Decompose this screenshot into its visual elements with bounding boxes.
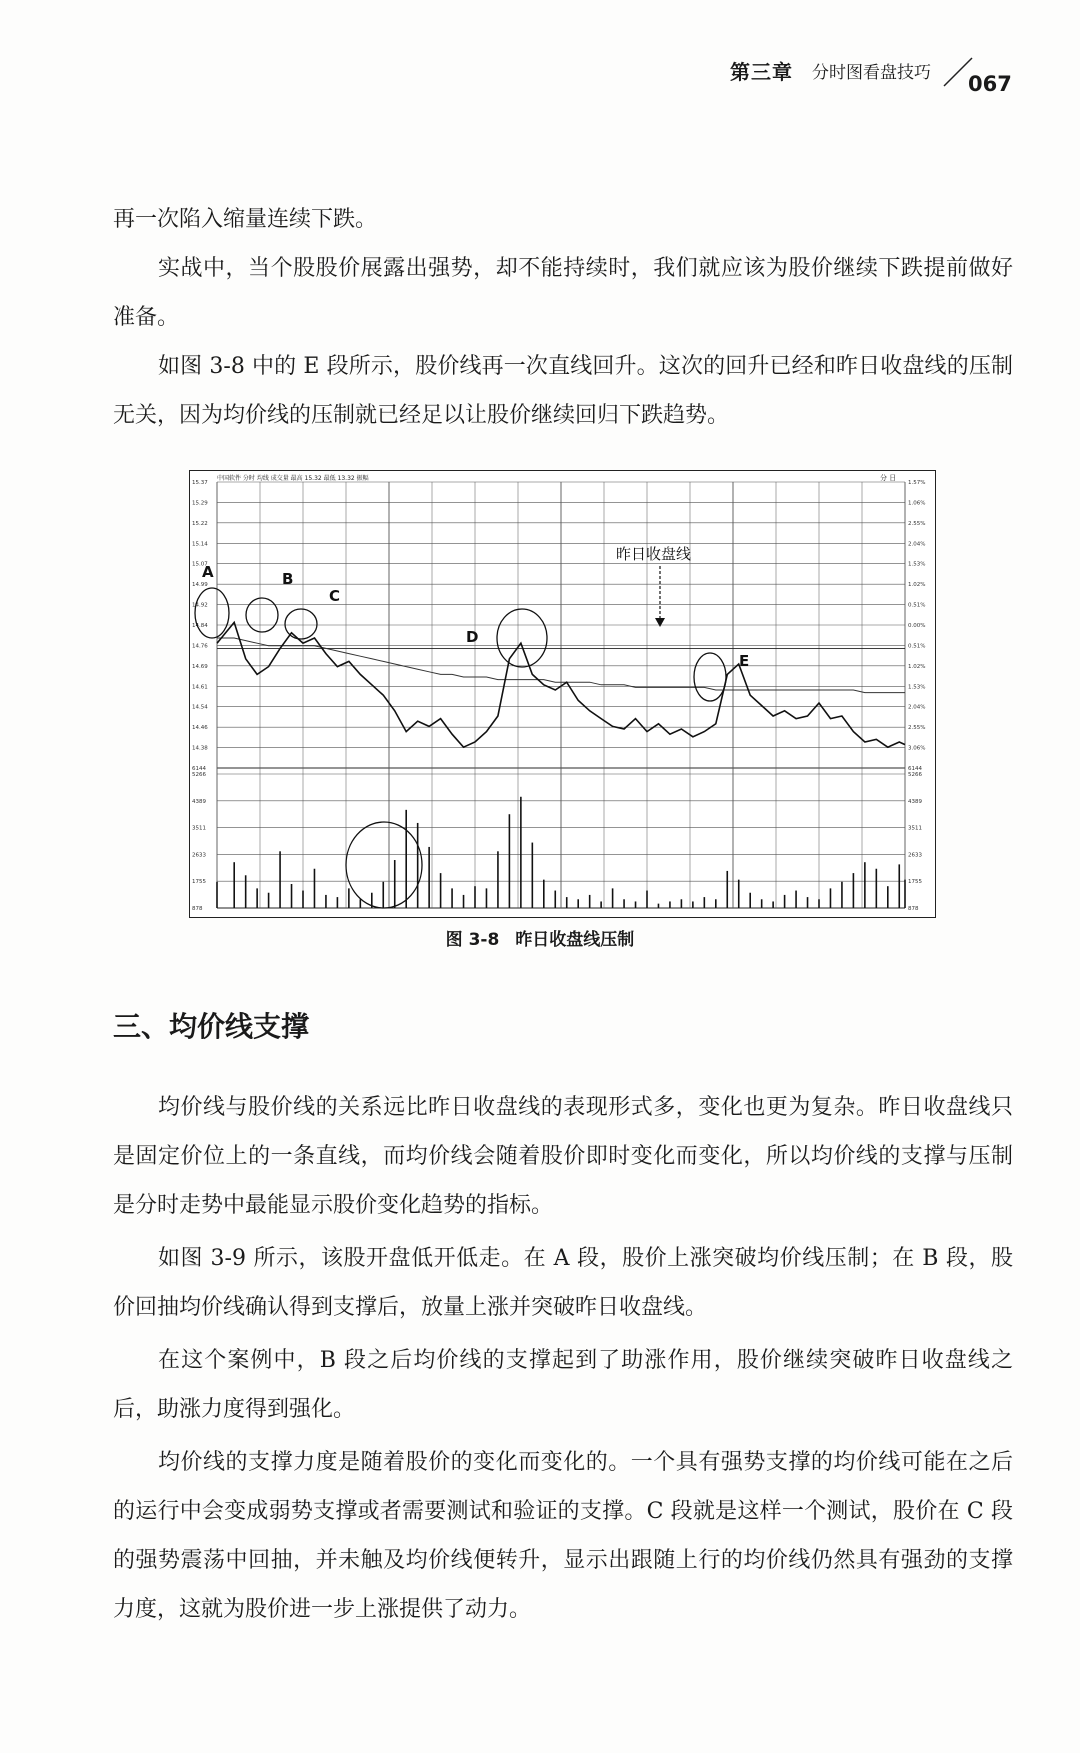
percent-tick-label: 3.06% [908, 745, 926, 752]
paragraph: 再一次陷入缩量连续下跌。 [113, 207, 378, 232]
price-tick-label: 15.14 [192, 541, 208, 548]
chapter-label: 第三章 [730, 60, 793, 84]
chart-corner-label: 分 日 [880, 474, 897, 482]
page-number: 067 [968, 72, 1012, 96]
price-tick-label: 14.84 [192, 623, 208, 629]
price-tick-label: 15.07 [192, 561, 208, 568]
percent-tick-label: 1.06% [908, 500, 926, 507]
percent-tick-label: 0.51% [908, 643, 926, 650]
volume-tick-label: 878 [192, 906, 203, 912]
paragraph: 如图 3-8 中的 E 段所示，股价线再一次直线回升。这次的回升已经和昨日收盘线的压制无关，因为均价线的压制就已经足以让股价继续回归下跌趋势。 [113, 354, 1013, 428]
percent-tick-label: 0.00% [908, 623, 926, 629]
segment-label-a: A [202, 563, 214, 581]
volume-tick-label: 4389 [908, 798, 922, 805]
segment-label-b: B [282, 570, 294, 588]
volume-tick-label: 2633 [908, 852, 922, 859]
figure-caption [0, 925, 1080, 950]
percent-tick-label: 2.04% [908, 541, 926, 548]
chart-header: 中国软件 分时 均线 成交量 最高 15.32 最低 13.32 振幅 [217, 475, 369, 482]
volume-tick-label: 5266 [192, 772, 206, 778]
price-axis [192, 480, 208, 772]
price-tick-label: 14.92 [192, 602, 208, 609]
percent-tick-label: 2.55% [908, 520, 926, 527]
price-tick-label: 15.22 [192, 520, 208, 527]
paragraph: 在这个案例中，B 段之后均价线的支撑起到了助涨作用，股价继续突破昨日收盘线之后，助涨力度得到强化。 [113, 1348, 1013, 1422]
volume-tick-label: 1755 [192, 879, 206, 886]
price-tick-label: 15.29 [192, 500, 208, 507]
price-tick-label: 14.69 [192, 663, 208, 670]
price-tick-label: 14.76 [192, 643, 208, 650]
intraday-chart [189, 470, 936, 918]
paragraph: 均价线与股价线的关系远比昨日收盘线的表现形式多，变化也更为复杂。昨日收盘线只是固定价位上的一条直线，而均价线会随着股价即时变化而变化，所以均价线的支撑与压制是分时走势中最能显示股价变化趋势的指标。 [113, 1095, 1013, 1218]
percent-tick-label: 2.55% [908, 725, 926, 732]
price-tick-label: 15.37 [192, 480, 208, 486]
paragraph: 如图 3-9 所示，该股开盘低开低走。在 A 段，股价上涨突破均价线压制；在 B 段，股价回抽均价线确认得到支撑后，放量上涨并突破昨日收盘线。 [113, 1246, 1013, 1320]
percent-tick-label: 1.02% [908, 582, 926, 589]
percent-tick-label: 6144 [908, 766, 922, 772]
chapter-title: 分时图看盘技巧 [812, 63, 931, 83]
volume-tick-label: 5266 [908, 772, 922, 778]
percent-tick-label: 2.04% [908, 704, 926, 711]
figure-title: 昨日收盘线压制 [515, 930, 635, 950]
volume-tick-label: 2633 [192, 852, 206, 859]
volume-tick-label: 1755 [908, 879, 922, 886]
segment-label-e: E [739, 652, 750, 670]
segment-label-c: C [329, 587, 341, 605]
percent-tick-label: 1.53% [908, 684, 926, 691]
price-tick-label: 14.46 [192, 725, 208, 732]
price-tick-label: 6144 [192, 766, 206, 772]
percent-tick-label: 1.57% [908, 480, 926, 486]
volume-tick-label: 3511 [192, 825, 206, 832]
figure-number: 图 3-8 [445, 930, 500, 950]
prev-close-annotation: 昨日收盘线 [616, 545, 692, 563]
percent-tick-label: 0.51% [908, 602, 926, 609]
volume-tick-label: 878 [908, 906, 919, 912]
volume-tick-label: 4389 [192, 798, 206, 805]
segment-label-d: D [466, 628, 479, 646]
percent-tick-label: 1.02% [908, 663, 926, 670]
paragraph: 实战中，当个股股价展露出强势，却不能持续时，我们就应该为股价继续下跌提前做好准备。 [113, 256, 1013, 330]
price-tick-label: 14.61 [192, 684, 208, 691]
percent-axis [908, 480, 925, 772]
chart-frame [190, 471, 936, 918]
running-head [720, 50, 1010, 100]
price-tick-label: 14.38 [192, 745, 208, 752]
volume-tick-label: 3511 [908, 825, 922, 832]
price-tick-label: 14.99 [192, 582, 208, 589]
figure-3-8 [189, 470, 936, 918]
paragraph: 均价线的支撑力度是随着股价的变化而变化的。一个具有强势支撑的均价线可能在之后的运行中会变成弱势支撑或者需要测试和验证的支撑。C 段就是这样一个测试，股价在 C 段的强势震荡中回抽，并未触及均价线便转升，显示出跟随上行的均价线仍然具有强劲的支撑力度，这就为股价进一步上涨提供了动力。 [113, 1450, 1013, 1622]
section-heading: 三、均价线支撑 [113, 1010, 310, 1043]
price-tick-label: 14.54 [192, 704, 208, 711]
percent-tick-label: 1.53% [908, 561, 926, 568]
